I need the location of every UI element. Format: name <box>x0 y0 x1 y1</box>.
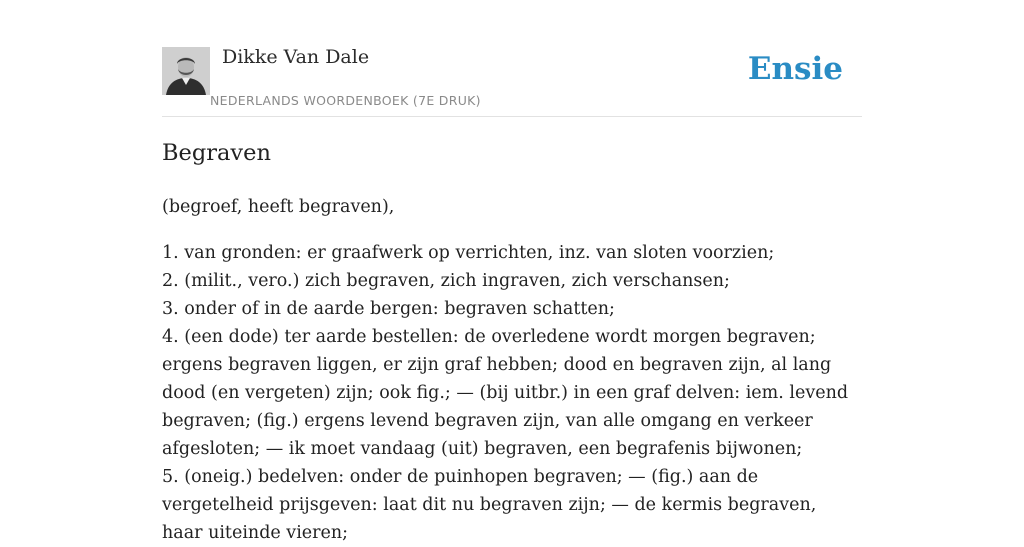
author-name[interactable]: Dikke Van Dale <box>222 46 370 68</box>
source-name[interactable]: NEDERLANDS WOORDENBOEK (7E DRUK) <box>210 93 481 108</box>
brand-logo[interactable]: Ensie <box>747 51 843 87</box>
definition-item: 5. (oneig.) bedelven: onder de puinhopen begraven; — (fig.) aan de vergetelheid prijsgeven: laat dit nu begraven zijn; — de kermis begraven, haar uiteinde vieren; <box>162 467 817 543</box>
portrait-photo-icon[interactable] <box>162 47 210 95</box>
entry-forms: (begroef, heeft begraven), <box>162 197 395 217</box>
definition-item: 1. van gronden: er graafwerk op verrichten, inz. van sloten voorzien; <box>162 243 775 263</box>
page-header <box>162 46 862 117</box>
entry-content <box>162 193 862 547</box>
definition-item: 2. (milit., vero.) zich begraven, zich ingraven, zich verschansen; <box>162 271 730 291</box>
entry-title: Begraven <box>162 140 271 166</box>
definition-item: 3. onder of in de aarde bergen: begraven schatten; <box>162 299 615 319</box>
definition-item: 4. (een dode) ter aarde bestellen: de overledene wordt morgen begraven; ergens begraven liggen, er zijn graf hebben; dood en begraven zijn, al lang dood (en vergeten) zijn; ook fig.; — (bij uitbr.) in een graf delven: iem. levend begraven; (fig.) ergens levend begraven zijn, van alle omgang en verkeer afgesloten; — ik moet vandaag (uit) begraven, een begrafenis bijwonen; <box>162 327 849 459</box>
